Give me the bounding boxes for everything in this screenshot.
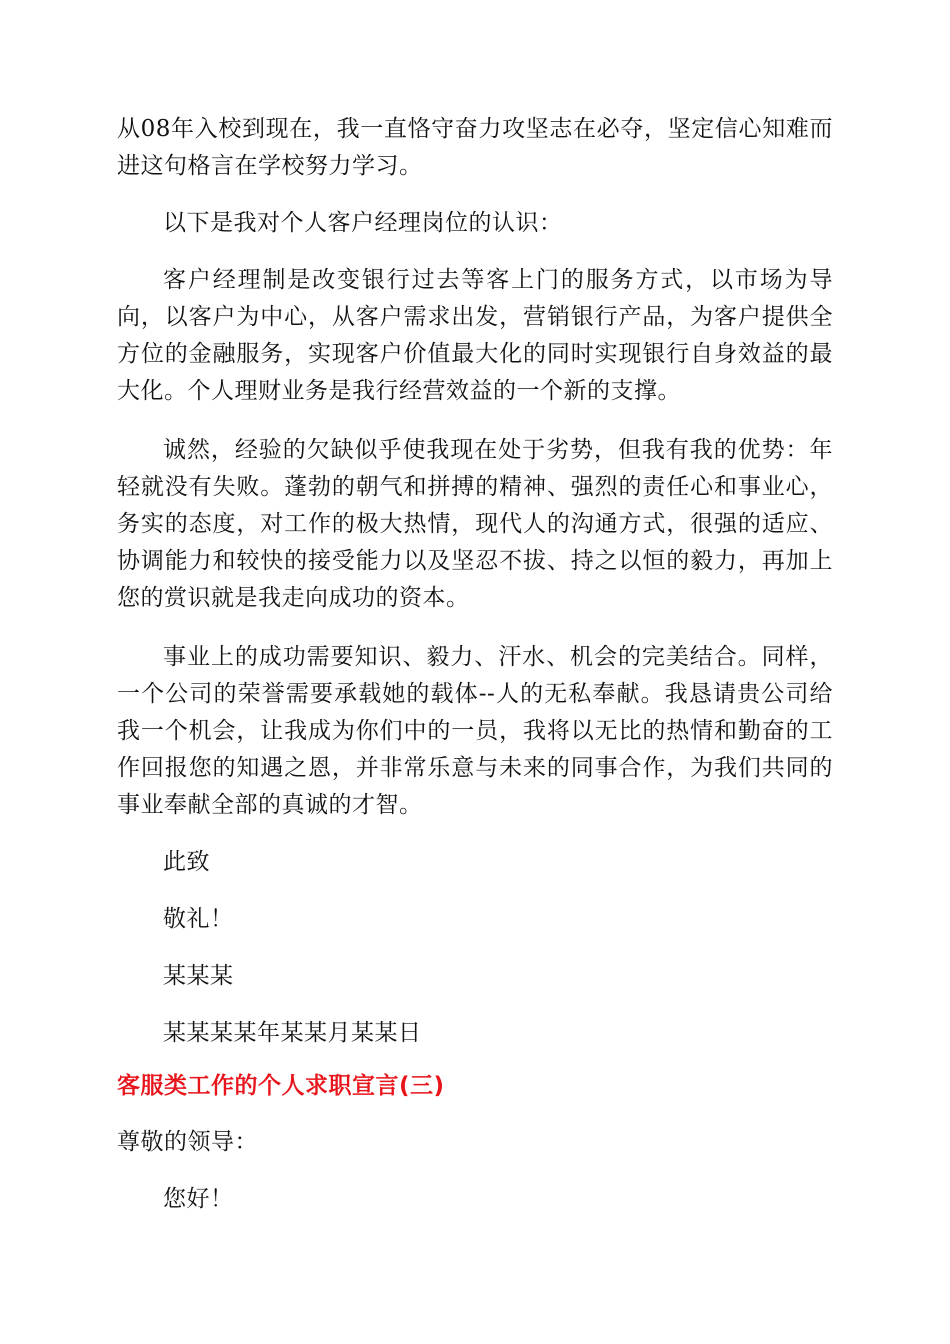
section-heading: 客服类工作的个人求职宣言(三)	[117, 1073, 445, 1099]
closing-line-2: 敬礼！	[163, 906, 234, 932]
greeting: 您好！	[163, 1186, 234, 1212]
date-line: 某某某某年某某月某某日	[163, 1020, 422, 1046]
document-body	[117, 111, 833, 1218]
signature: 某某某	[163, 963, 234, 989]
paragraph-advantages: 诚然，经验的欠缺似乎使我现在处于劣势，但我有我的优势：年轻就没有失败。蓬勃的朝气和拼搏的精神、强烈的责任心和事业心，务实的态度，对工作的极大热情，现代人的沟通方式，很强的适应、协调能力和较快的接受能力以及坚忍不拔、持之以恒的毅力，再加上您的赏识就是我走向成功的资本。	[117, 437, 833, 611]
salutation: 尊敬的领导：	[117, 1129, 258, 1155]
paragraph-success: 事业上的成功需要知识、毅力、汗水、机会的完美结合。同样，一个公司的荣誉需要承载她的载体--人的无私奉献。我恳请贵公司给我一个机会，让我成为你们中的一员，我将以无比的热情和勤奋的工作回报您的知遇之恩，并非常乐意与未来的同事合作，为我们共同的事业奉献全部的真诚的才智。	[117, 644, 833, 818]
paragraph-role-description: 客户经理制是改变银行过去等客上门的服务方式，以市场为导向，以客户为中心，从客户需求出发，营销银行产品，为客户提供全方位的金融服务，实现客户价值最大化的同时实现银行自身效益的最大化。个人理财业务是我行经营效益的一个新的支撑。	[117, 267, 833, 404]
paragraph-role-intro: 以下是我对个人客户经理岗位的认识：	[163, 210, 563, 236]
closing-line-1: 此致	[163, 849, 210, 875]
paragraph-intro: 从08年入校到现在，我一直恪守奋力攻坚志在必夺，坚定信心知难而进这句格言在学校努力学习。	[117, 116, 833, 179]
